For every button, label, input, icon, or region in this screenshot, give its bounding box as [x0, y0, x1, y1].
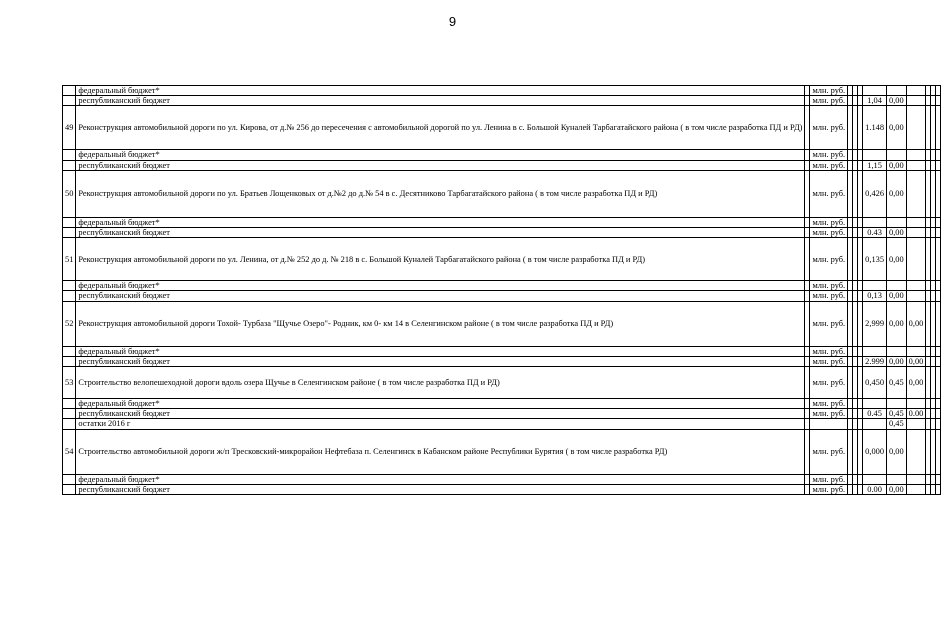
budget-source: федеральный бюджет* — [76, 281, 805, 291]
value-cell — [936, 409, 941, 419]
table-row-budget — [63, 346, 941, 356]
table-row-budget — [63, 150, 941, 160]
table-row-budget — [63, 409, 941, 419]
unit-cell: млн. руб. — [810, 484, 848, 494]
value-cell — [936, 474, 941, 484]
value-cell — [863, 419, 887, 429]
value-cell — [906, 86, 926, 96]
value-cell — [936, 160, 941, 170]
value-cell: 1.148 — [863, 106, 887, 150]
unit-cell: млн. руб. — [810, 228, 848, 238]
value-cell: 0,135 — [863, 238, 887, 281]
unit-cell: млн. руб. — [810, 96, 848, 106]
value-cell: 0,00 — [906, 356, 926, 366]
budget-source: республиканский бюджет — [76, 356, 805, 366]
row-number — [63, 346, 76, 356]
project-name: Строительство велопешеходной дороги вдоль озера Щучье в Селенгинском районе ( в том числе разработка ПД и РД) — [76, 367, 805, 399]
value-cell — [906, 150, 926, 160]
row-number: 53 — [63, 367, 76, 399]
value-cell — [906, 484, 926, 494]
value-cell: 0,00 — [887, 170, 907, 217]
value-cell — [887, 86, 907, 96]
value-cell — [887, 150, 907, 160]
value-cell: 0.43 — [863, 228, 887, 238]
row-number — [63, 356, 76, 366]
table-row-budget — [63, 96, 941, 106]
value-cell: 0,450 — [863, 367, 887, 399]
value-cell — [936, 96, 941, 106]
value-cell: 0,00 — [887, 106, 907, 150]
budget-source: федеральный бюджет* — [76, 399, 805, 409]
value-cell — [887, 217, 907, 227]
value-cell — [863, 150, 887, 160]
row-number — [63, 281, 76, 291]
unit-cell: млн. руб. — [810, 429, 848, 474]
value-cell — [906, 419, 926, 429]
value-cell: 1,04 — [863, 96, 887, 106]
budget-source: республиканский бюджет — [76, 484, 805, 494]
value-cell — [936, 106, 941, 150]
unit-cell: млн. руб. — [810, 367, 848, 399]
value-cell — [936, 170, 941, 217]
value-cell — [936, 291, 941, 301]
table-row-project — [63, 429, 941, 474]
value-cell — [887, 399, 907, 409]
table-row-project — [63, 367, 941, 399]
value-cell — [936, 419, 941, 429]
row-number — [63, 96, 76, 106]
value-cell: 2.999 — [863, 356, 887, 366]
unit-cell: млн. руб. — [810, 150, 848, 160]
table-row-budget — [63, 291, 941, 301]
row-number: 52 — [63, 301, 76, 346]
value-cell — [936, 86, 941, 96]
project-name: Реконструкция автомобильной дороги Тохой- Турбаза "Щучье Озеро"- Родник, км 0- км 14 в Селенгинском районе ( в том числе разработка ПД и РД) — [76, 301, 805, 346]
value-cell: 0,00 — [887, 301, 907, 346]
value-cell: 0,00 — [887, 429, 907, 474]
table-row-budget — [63, 228, 941, 238]
table-row-project — [63, 106, 941, 150]
value-cell: 0,45 — [887, 419, 907, 429]
value-cell — [863, 281, 887, 291]
value-cell — [863, 474, 887, 484]
row-number — [63, 399, 76, 409]
table-row-project — [63, 238, 941, 281]
value-cell — [906, 238, 926, 281]
unit-cell: млн. руб. — [810, 474, 848, 484]
table-row-project — [63, 170, 941, 217]
row-number: 49 — [63, 106, 76, 150]
row-number — [63, 474, 76, 484]
value-cell — [936, 301, 941, 346]
budget-table — [62, 85, 941, 495]
row-number — [63, 409, 76, 419]
value-cell: 0,00 — [906, 367, 926, 399]
value-cell — [936, 367, 941, 399]
budget-source: республиканский бюджет — [76, 291, 805, 301]
project-name: Реконструкция автомобильной дороги по ул. Братьев Лощенковых от д.№2 до д.№ 54 в с. Десятниково Тарбагатайского района ( в том числе разработка ПД и РД) — [76, 170, 805, 217]
value-cell — [906, 106, 926, 150]
unit-cell: млн. руб. — [810, 399, 848, 409]
value-cell — [887, 281, 907, 291]
project-name: Строительство автомобильной дороги ж/п Тресковский-микрорайон Нефтебаза п. Селенгинск в Кабанском районе Республики Бурятия ( в том числе разработка РД) — [76, 429, 805, 474]
budget-source: республиканский бюджет — [76, 96, 805, 106]
unit-cell: млн. руб. — [810, 346, 848, 356]
unit-cell: млн. руб. — [810, 106, 848, 150]
project-name: Реконструкция автомобильной дороги по ул. Кирова, от д.№ 256 до пересечения с автомобильной дорогой по ул. Ленина в с. Большой Куналей Тарбагатайского района ( в том числе разработка ПД и РД) — [76, 106, 805, 150]
value-cell: 0,00 — [906, 301, 926, 346]
value-cell — [936, 217, 941, 227]
budget-source: федеральный бюджет* — [76, 346, 805, 356]
value-cell — [863, 86, 887, 96]
table-row-budget — [63, 281, 941, 291]
value-cell — [936, 356, 941, 366]
row-number — [63, 150, 76, 160]
row-number — [63, 160, 76, 170]
value-cell — [906, 429, 926, 474]
value-cell — [906, 96, 926, 106]
budget-source: федеральный бюджет* — [76, 150, 805, 160]
value-cell — [936, 484, 941, 494]
value-cell — [887, 474, 907, 484]
table-row-budget — [63, 399, 941, 409]
table-row-budget — [63, 474, 941, 484]
value-cell: 0,00 — [887, 484, 907, 494]
value-cell — [863, 346, 887, 356]
row-number — [63, 228, 76, 238]
value-cell: 0,00 — [887, 96, 907, 106]
unit-cell: млн. руб. — [810, 160, 848, 170]
table-row-budget — [63, 356, 941, 366]
value-cell: 1,15 — [863, 160, 887, 170]
value-cell: 0,00 — [887, 160, 907, 170]
budget-source: республиканский бюджет — [76, 228, 805, 238]
unit-cell — [810, 419, 848, 429]
budget-source: федеральный бюджет* — [76, 217, 805, 227]
unit-cell: млн. руб. — [810, 86, 848, 96]
row-number: 51 — [63, 238, 76, 281]
budget-source: республиканский бюджет — [76, 409, 805, 419]
value-cell — [936, 238, 941, 281]
row-number — [63, 217, 76, 227]
value-cell — [936, 429, 941, 474]
value-cell: 0,000 — [863, 429, 887, 474]
page-number: 9 — [448, 14, 457, 29]
value-cell — [936, 228, 941, 238]
value-cell — [863, 399, 887, 409]
value-cell — [863, 217, 887, 227]
row-number — [63, 419, 76, 429]
unit-cell: млн. руб. — [810, 238, 848, 281]
value-cell — [936, 281, 941, 291]
value-cell — [906, 474, 926, 484]
row-number: 50 — [63, 170, 76, 217]
value-cell: 0.00 — [906, 409, 926, 419]
value-cell — [906, 217, 926, 227]
value-cell — [887, 346, 907, 356]
value-cell — [906, 160, 926, 170]
value-cell: 0.45 — [863, 409, 887, 419]
row-number: 54 — [63, 429, 76, 474]
unit-cell: млн. руб. — [810, 291, 848, 301]
unit-cell: млн. руб. — [810, 281, 848, 291]
value-cell — [906, 346, 926, 356]
value-cell: 0,00 — [887, 291, 907, 301]
value-cell — [906, 291, 926, 301]
project-name: Реконструкция автомобильной дороги по ул. Ленина, от д.№ 252 до д. № 218 в с. Большой Куналей Тарбагатайского района ( в том числе разработка ПД и РД) — [76, 238, 805, 281]
unit-cell: млн. руб. — [810, 356, 848, 366]
value-cell: 0,00 — [887, 228, 907, 238]
value-cell — [936, 346, 941, 356]
value-cell — [906, 281, 926, 291]
table-row-project — [63, 301, 941, 346]
budget-source: остатки 2016 г — [76, 419, 805, 429]
unit-cell: млн. руб. — [810, 170, 848, 217]
row-number — [63, 484, 76, 494]
table-row-budget — [63, 160, 941, 170]
value-cell: 0,45 — [887, 409, 907, 419]
value-cell: 0,426 — [863, 170, 887, 217]
value-cell — [906, 228, 926, 238]
value-cell — [936, 399, 941, 409]
table-row-budget — [63, 217, 941, 227]
value-cell — [936, 150, 941, 160]
value-cell: 2,999 — [863, 301, 887, 346]
unit-cell: млн. руб. — [810, 217, 848, 227]
value-cell: 0,00 — [887, 356, 907, 366]
value-cell: 0.00 — [863, 484, 887, 494]
unit-cell: млн. руб. — [810, 301, 848, 346]
unit-cell: млн. руб. — [810, 409, 848, 419]
budget-source: федеральный бюджет* — [76, 474, 805, 484]
table-row-budget — [63, 86, 941, 96]
row-number — [63, 291, 76, 301]
table-row-budget — [63, 484, 941, 494]
value-cell: 0,13 — [863, 291, 887, 301]
row-number — [63, 86, 76, 96]
value-cell — [906, 399, 926, 409]
budget-source: федеральный бюджет* — [76, 86, 805, 96]
value-cell: 0,45 — [887, 367, 907, 399]
budget-source: республиканский бюджет — [76, 160, 805, 170]
value-cell: 0,00 — [887, 238, 907, 281]
value-cell — [906, 170, 926, 217]
table-row-budget — [63, 419, 941, 429]
